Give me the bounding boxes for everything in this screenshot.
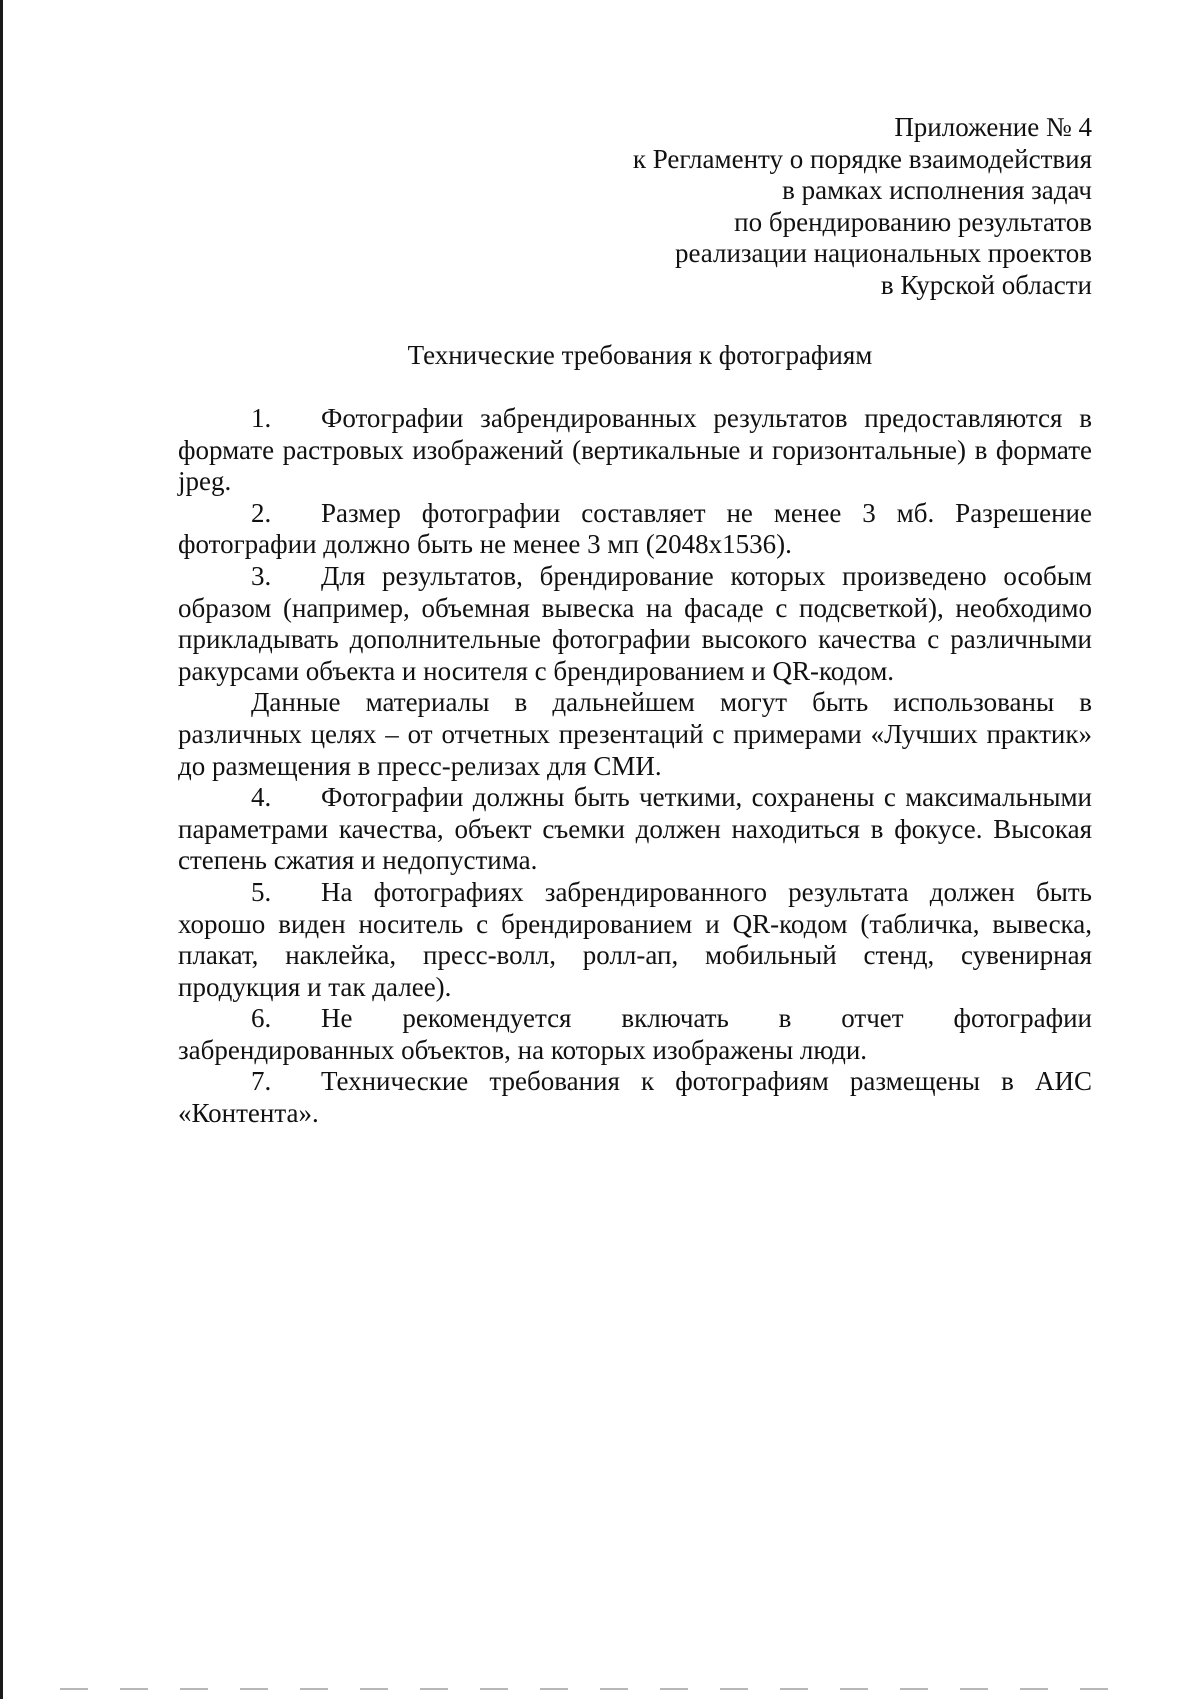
item-text: Не рекомендуется включать в отчет фотографии забрендированных объектов, на которых изображены люди. <box>178 1003 1092 1065</box>
item-number: 7. <box>251 1066 272 1097</box>
item-text: Для результатов, брендирование которых произведено особым образом (например, объемная вывеска на фасаде с подсветкой), необходимо прикладывать дополнительные фотографии высокого качества с различными ракурсами объекта и носителя с брендированием и QR-кодом. <box>178 560 1092 686</box>
header-line: по брендированию результатов <box>734 206 1092 237</box>
header-line: в рамках исполнения задач <box>782 175 1092 205</box>
list-item <box>178 877 1092 1003</box>
item-text: На фотографиях забрендированного результата должен быть хорошо виден носитель с брендированием и QR-кодом (табличка, вывеска, плакат, наклейка, пресс-волл, ролл-ап, мобильный стенд, сувенирная продукция и так далее). <box>178 876 1092 1002</box>
list-item <box>178 403 1092 498</box>
list-item <box>178 782 1092 877</box>
list-item <box>178 1003 1092 1066</box>
list-item <box>178 1066 1092 1129</box>
appendix-header <box>392 112 1092 301</box>
scan-bottom-artifact <box>60 1688 1120 1690</box>
header-line: реализации национальных проектов <box>674 238 1092 268</box>
item-text: Фотографии должны быть четкими, сохранены с максимальными параметрами качества, объект съемки должен находиться в фокусе. Высокая степень сжатия и недопустима. <box>178 782 1092 876</box>
item-text: Размер фотографии составляет не менее 3 мб. Разрешение фотографии должно быть не менее 3 мп (2048x1536). <box>178 497 1092 560</box>
header-line: Приложение № 4 <box>894 112 1092 142</box>
list-item <box>178 687 1092 782</box>
item-number: 3. <box>251 560 272 591</box>
document-title: Технические требования к фотографиям <box>407 340 873 370</box>
list-item <box>178 561 1092 687</box>
requirements-list <box>178 403 1092 1130</box>
item-text: Технические требования к фотографиям размещены в АИС «Контента». <box>178 1066 1092 1129</box>
header-line: в Курской области <box>880 269 1092 300</box>
item-number: 1. <box>251 403 272 433</box>
list-item <box>178 498 1092 561</box>
item-number: 4. <box>251 782 272 813</box>
item-number: 2. <box>251 497 272 528</box>
item-text: Фотографии забрендированных результатов предоставляются в формате растровых изображений (вертикальные и горизонтальные) в формате jpeg. <box>178 403 1092 497</box>
item-text: Данные материалы в дальнейшем могут быть использованы в различных целях – от отчетных презентаций с примерами «Лучших практик» до размещения в пресс-релизах для СМИ. <box>178 687 1092 781</box>
item-number: 5. <box>251 876 272 907</box>
item-number: 6. <box>251 1003 272 1034</box>
header-line: к Регламенту о порядке взаимодействия <box>632 143 1092 174</box>
scan-left-edge <box>0 0 3 1699</box>
